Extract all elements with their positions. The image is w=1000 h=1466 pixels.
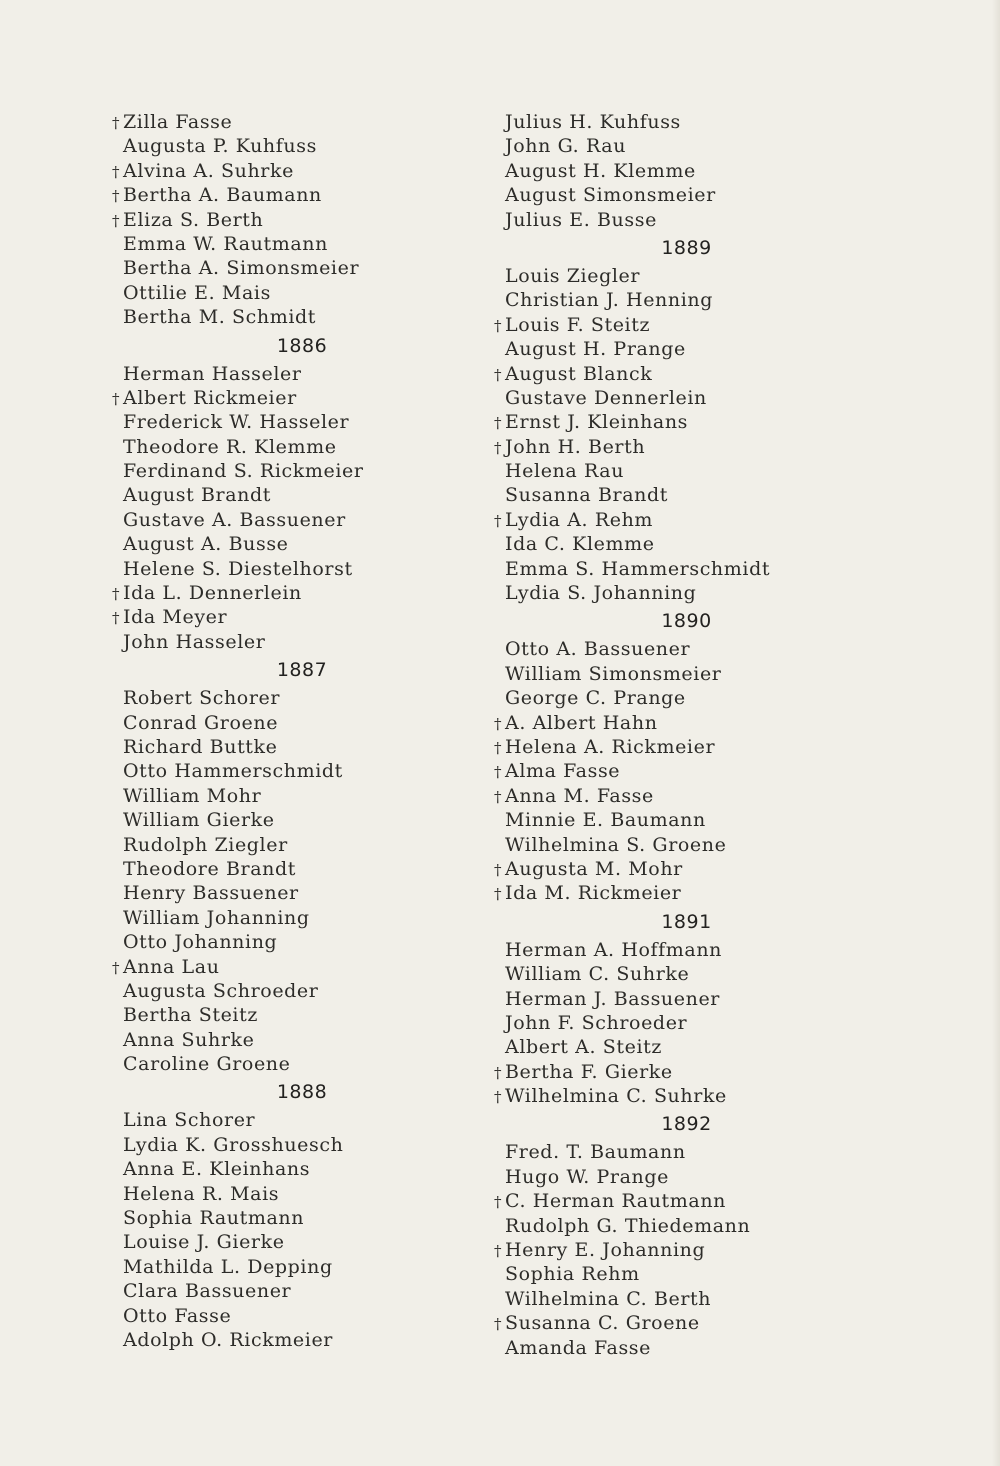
member-name: Anna E. Kleinhans <box>123 1158 311 1181</box>
member-entry <box>112 532 412 556</box>
member-name: Augusta Schroeder <box>123 979 319 1002</box>
member-name: Theodore Brandt <box>123 857 296 880</box>
member-entry <box>494 711 804 735</box>
member-entry <box>112 305 412 329</box>
member-name: Julius H. Kuhfuss <box>505 111 681 133</box>
member-name: Gustave A. Bassuener <box>123 508 346 531</box>
member-name: Otto A. Bassuener <box>505 638 691 661</box>
member-entry <box>494 337 804 361</box>
member-entry <box>494 264 804 288</box>
member-name: Lydia A. Rehm <box>505 508 654 531</box>
member-name: Ida C. Klemme <box>505 533 655 556</box>
year-heading-1886: 1886 <box>276 334 328 357</box>
member-name: Alvina A. Suhrke <box>123 159 294 182</box>
member-name: Susanna C. Groene <box>505 1312 700 1335</box>
member-entry <box>112 386 412 410</box>
member-entry <box>112 581 412 605</box>
member-name: John F. Schroeder <box>505 1011 688 1034</box>
deceased-dagger-mark: † <box>494 1063 503 1082</box>
member-entry <box>494 159 804 183</box>
member-name: Albert Rickmeier <box>123 386 297 409</box>
member-entry <box>494 637 804 661</box>
member-name: Ida M. Rickmeier <box>505 882 682 905</box>
member-name: Herman A. Hoffmann <box>505 938 723 961</box>
deceased-dagger-mark: † <box>494 316 503 335</box>
member-name: Ottilie E. Mais <box>123 281 271 304</box>
member-entry <box>494 1311 804 1335</box>
member-entry <box>112 256 412 280</box>
member-entry <box>112 435 412 459</box>
deceased-dagger-mark: † <box>112 114 121 132</box>
member-name: George C. Prange <box>505 687 686 710</box>
member-entry <box>494 1035 804 1059</box>
deceased-dagger-mark: † <box>112 609 121 628</box>
member-entry <box>112 833 412 857</box>
member-entry <box>494 134 804 158</box>
member-name: Wilhelmina C. Berth <box>505 1287 712 1310</box>
member-name: August A. Busse <box>123 533 289 556</box>
member-entry <box>494 362 804 386</box>
member-name: Adolph O. Rickmeier <box>123 1328 333 1351</box>
member-entry <box>112 857 412 881</box>
member-entry <box>112 1182 412 1206</box>
member-entry <box>494 808 804 832</box>
member-entry <box>494 1214 804 1238</box>
deceased-dagger-mark: † <box>112 958 121 977</box>
deceased-dagger-mark: † <box>112 585 121 604</box>
member-entry <box>112 1133 412 1157</box>
member-name: August Blanck <box>505 362 653 385</box>
member-entry <box>494 857 804 881</box>
section-1889-list <box>494 264 804 605</box>
year-heading-1887: 1887 <box>276 659 328 682</box>
member-name: Eliza S. Berth <box>123 208 264 231</box>
member-entry <box>494 508 804 532</box>
member-entry <box>494 938 804 962</box>
right-column <box>494 110 804 1360</box>
member-name: Louis Ziegler <box>505 264 641 287</box>
deceased-dagger-mark: † <box>494 1193 503 1212</box>
member-name: Ernst J. Kleinhans <box>505 411 689 434</box>
member-entry <box>494 1060 804 1084</box>
member-entry <box>494 183 804 207</box>
member-name: Augusta M. Mohr <box>505 857 683 880</box>
member-name: August H. Prange <box>505 338 686 361</box>
member-name: Susanna Brandt <box>505 484 668 507</box>
member-entry <box>494 662 804 686</box>
member-name: Louis F. Steitz <box>505 313 651 336</box>
deceased-dagger-mark: † <box>494 714 503 733</box>
member-entry <box>494 483 804 507</box>
member-entry <box>494 784 804 808</box>
member-name: Theodore R. Klemme <box>123 435 337 458</box>
member-entry <box>112 557 412 581</box>
member-name: August Brandt <box>123 484 271 507</box>
member-entry <box>112 784 412 808</box>
member-name: Louise J. Gierke <box>123 1231 285 1254</box>
member-name: August Simonsmeier <box>505 184 716 207</box>
member-name: Gustave Dennerlein <box>505 386 707 409</box>
member-name: Minnie E. Baumann <box>505 809 706 832</box>
member-name: Amanda Fasse <box>505 1336 651 1359</box>
member-entry <box>112 759 412 783</box>
member-entry <box>112 508 412 532</box>
member-entry <box>494 557 804 581</box>
year-heading-1888: 1888 <box>276 1081 328 1104</box>
member-entry <box>112 1304 412 1328</box>
member-name: A. Albert Hahn <box>505 711 658 734</box>
year-heading-1889: 1889 <box>661 236 712 259</box>
member-entry <box>494 386 804 410</box>
section-1885-list <box>112 110 412 330</box>
member-entry <box>494 1238 804 1262</box>
member-name: Herman Hasseler <box>123 362 302 385</box>
member-entry <box>494 735 804 759</box>
member-entry <box>112 183 412 207</box>
member-entry <box>112 1157 412 1181</box>
member-name: Mathilda L. Depping <box>123 1255 333 1278</box>
section-1891-list <box>494 938 804 1109</box>
member-name: Bertha F. Gierke <box>505 1060 673 1083</box>
member-name: Bertha M. Schmidt <box>123 306 317 329</box>
member-entry <box>494 1287 804 1311</box>
section-1890-list <box>494 637 804 905</box>
member-name: Otto Hammerschmidt <box>123 760 343 783</box>
member-entry <box>494 313 804 337</box>
deceased-dagger-mark: † <box>112 187 121 206</box>
member-name: John Hasseler <box>123 630 266 653</box>
member-entry <box>494 288 804 312</box>
member-name: Ida L. Dennerlein <box>123 582 302 605</box>
member-name: Bertha A. Baumann <box>123 184 322 207</box>
member-entry <box>112 930 412 954</box>
member-name: Rudolph G. Thiedemann <box>505 1214 751 1237</box>
member-name: Clara Bassuener <box>123 1280 292 1303</box>
member-name: Conrad Groene <box>123 711 279 734</box>
member-entry <box>494 881 804 905</box>
member-name: Caroline Groene <box>123 1053 291 1076</box>
member-entry <box>112 281 412 305</box>
page-edge <box>992 0 1000 1466</box>
section-1892-list <box>494 1140 804 1360</box>
member-name: William C. Suhrke <box>505 963 690 986</box>
member-entry <box>494 1165 804 1189</box>
member-name: Bertha A. Simonsmeier <box>123 257 360 280</box>
member-entry <box>112 955 412 979</box>
member-entry <box>112 979 412 1003</box>
year-heading-1892: 1892 <box>661 1113 712 1136</box>
left-column <box>112 110 412 1352</box>
member-name: Henry Bassuener <box>123 882 299 905</box>
deceased-dagger-mark: † <box>494 1088 503 1107</box>
member-name: Julius E. Busse <box>505 208 657 231</box>
member-name: Zilla Fasse <box>123 111 233 133</box>
member-name: Emma W. Rautmann <box>123 232 328 255</box>
member-entry <box>112 159 412 183</box>
member-entry <box>112 410 412 434</box>
section-1887-list <box>112 686 412 1076</box>
member-name: Anna Lau <box>123 955 220 978</box>
member-entry <box>112 686 412 710</box>
member-entry <box>494 435 804 459</box>
member-name: Henry E. Johanning <box>505 1239 706 1262</box>
member-name: Wilhelmina C. Suhrke <box>505 1085 727 1108</box>
member-name: Helene S. Diestelhorst <box>123 557 353 580</box>
member-entry <box>112 1279 412 1303</box>
member-name: Sophia Rautmann <box>123 1207 305 1230</box>
member-name: William Johanning <box>123 906 310 929</box>
member-name: Anna M. Fasse <box>505 784 654 807</box>
year-heading-1891: 1891 <box>661 910 712 933</box>
member-entry <box>112 1328 412 1352</box>
member-name: Augusta P. Kuhfuss <box>123 135 317 158</box>
member-name: Frederick W. Hasseler <box>123 411 350 434</box>
member-name: Robert Schorer <box>123 687 281 710</box>
member-entry <box>112 1206 412 1230</box>
member-name: John H. Berth <box>505 435 646 458</box>
member-name: Otto Johanning <box>123 931 278 954</box>
member-entry <box>112 1230 412 1254</box>
member-entry <box>494 532 804 556</box>
deceased-dagger-mark: † <box>494 763 503 782</box>
member-entry <box>494 686 804 710</box>
member-entry <box>494 987 804 1011</box>
member-name: William Mohr <box>123 784 262 807</box>
member-entry <box>112 906 412 930</box>
member-name: William Gierke <box>123 809 275 832</box>
member-entry <box>494 1262 804 1286</box>
year-heading-1890: 1890 <box>661 610 712 633</box>
member-entry <box>494 410 804 434</box>
member-entry <box>112 1052 412 1076</box>
member-entry <box>112 208 412 232</box>
member-name: Lydia K. Grosshuesch <box>123 1133 344 1156</box>
member-entry <box>494 110 804 134</box>
deceased-dagger-mark: † <box>112 162 121 181</box>
member-entry <box>494 1140 804 1164</box>
deceased-dagger-mark: † <box>494 738 503 757</box>
member-name: Wilhelmina S. Groene <box>505 833 727 856</box>
member-name: Anna Suhrke <box>123 1028 255 1051</box>
member-entry <box>112 1028 412 1052</box>
member-name: Christian J. Henning <box>505 289 713 312</box>
member-entry <box>112 483 412 507</box>
member-name: Ida Meyer <box>123 606 228 629</box>
member-name: Emma S. Hammerschmidt <box>505 557 771 580</box>
member-entry <box>112 808 412 832</box>
member-name: Helena Rau <box>505 460 625 483</box>
member-name: Herman J. Bassuener <box>505 987 720 1010</box>
deceased-dagger-mark: † <box>494 365 503 384</box>
member-entry <box>112 630 412 654</box>
deceased-dagger-mark: † <box>112 211 121 230</box>
member-entry <box>494 759 804 783</box>
member-entry <box>494 833 804 857</box>
member-entry <box>112 735 412 759</box>
member-name: C. Herman Rautmann <box>505 1190 727 1213</box>
member-entry <box>494 581 804 605</box>
member-name: Lydia S. Johanning <box>505 582 697 605</box>
deceased-dagger-mark: † <box>112 389 121 408</box>
member-name: Fred. T. Baumann <box>505 1141 686 1164</box>
member-name: August H. Klemme <box>505 159 696 182</box>
member-name: Otto Fasse <box>123 1304 232 1327</box>
member-name: Bertha Steitz <box>123 1004 258 1027</box>
deceased-dagger-mark: † <box>494 860 503 879</box>
member-entry <box>112 711 412 735</box>
member-entry <box>494 962 804 986</box>
member-entry <box>112 1255 412 1279</box>
member-entry <box>494 1084 804 1108</box>
member-entry <box>112 1108 412 1132</box>
member-entry <box>112 605 412 629</box>
member-name: William Simonsmeier <box>505 662 722 685</box>
deceased-dagger-mark: † <box>494 787 503 806</box>
member-entry <box>494 208 804 232</box>
member-name: Lina Schorer <box>123 1109 256 1132</box>
member-entry <box>112 110 412 134</box>
deceased-dagger-mark: † <box>494 885 503 904</box>
deceased-dagger-mark: † <box>494 438 503 457</box>
member-entry <box>112 232 412 256</box>
member-entry <box>494 1336 804 1360</box>
member-entry <box>494 1189 804 1213</box>
deceased-dagger-mark: † <box>494 511 503 530</box>
member-name: Albert A. Steitz <box>505 1036 662 1059</box>
member-name: Rudolph Ziegler <box>123 833 288 856</box>
member-name: John G. Rau <box>505 135 627 158</box>
deceased-dagger-mark: † <box>494 414 503 433</box>
member-entry <box>112 134 412 158</box>
member-entry <box>112 362 412 386</box>
section-1888-list <box>112 1108 412 1352</box>
member-name: Sophia Rehm <box>505 1263 640 1286</box>
member-name: Richard Buttke <box>123 735 278 758</box>
member-name: Helena A. Rickmeier <box>505 735 716 758</box>
member-entry <box>112 1003 412 1027</box>
section-1886-list <box>112 362 412 655</box>
member-name: Ferdinand S. Rickmeier <box>123 460 364 483</box>
member-name: Alma Fasse <box>505 760 621 783</box>
member-entry <box>112 881 412 905</box>
member-name: Helena R. Mais <box>123 1182 280 1205</box>
member-entry <box>112 459 412 483</box>
deceased-dagger-mark: † <box>494 1242 503 1261</box>
section-1888-cont-list <box>494 110 804 232</box>
member-entry <box>494 459 804 483</box>
deceased-dagger-mark: † <box>494 1315 503 1334</box>
member-entry <box>494 1011 804 1035</box>
member-name: Hugo W. Prange <box>505 1165 669 1188</box>
